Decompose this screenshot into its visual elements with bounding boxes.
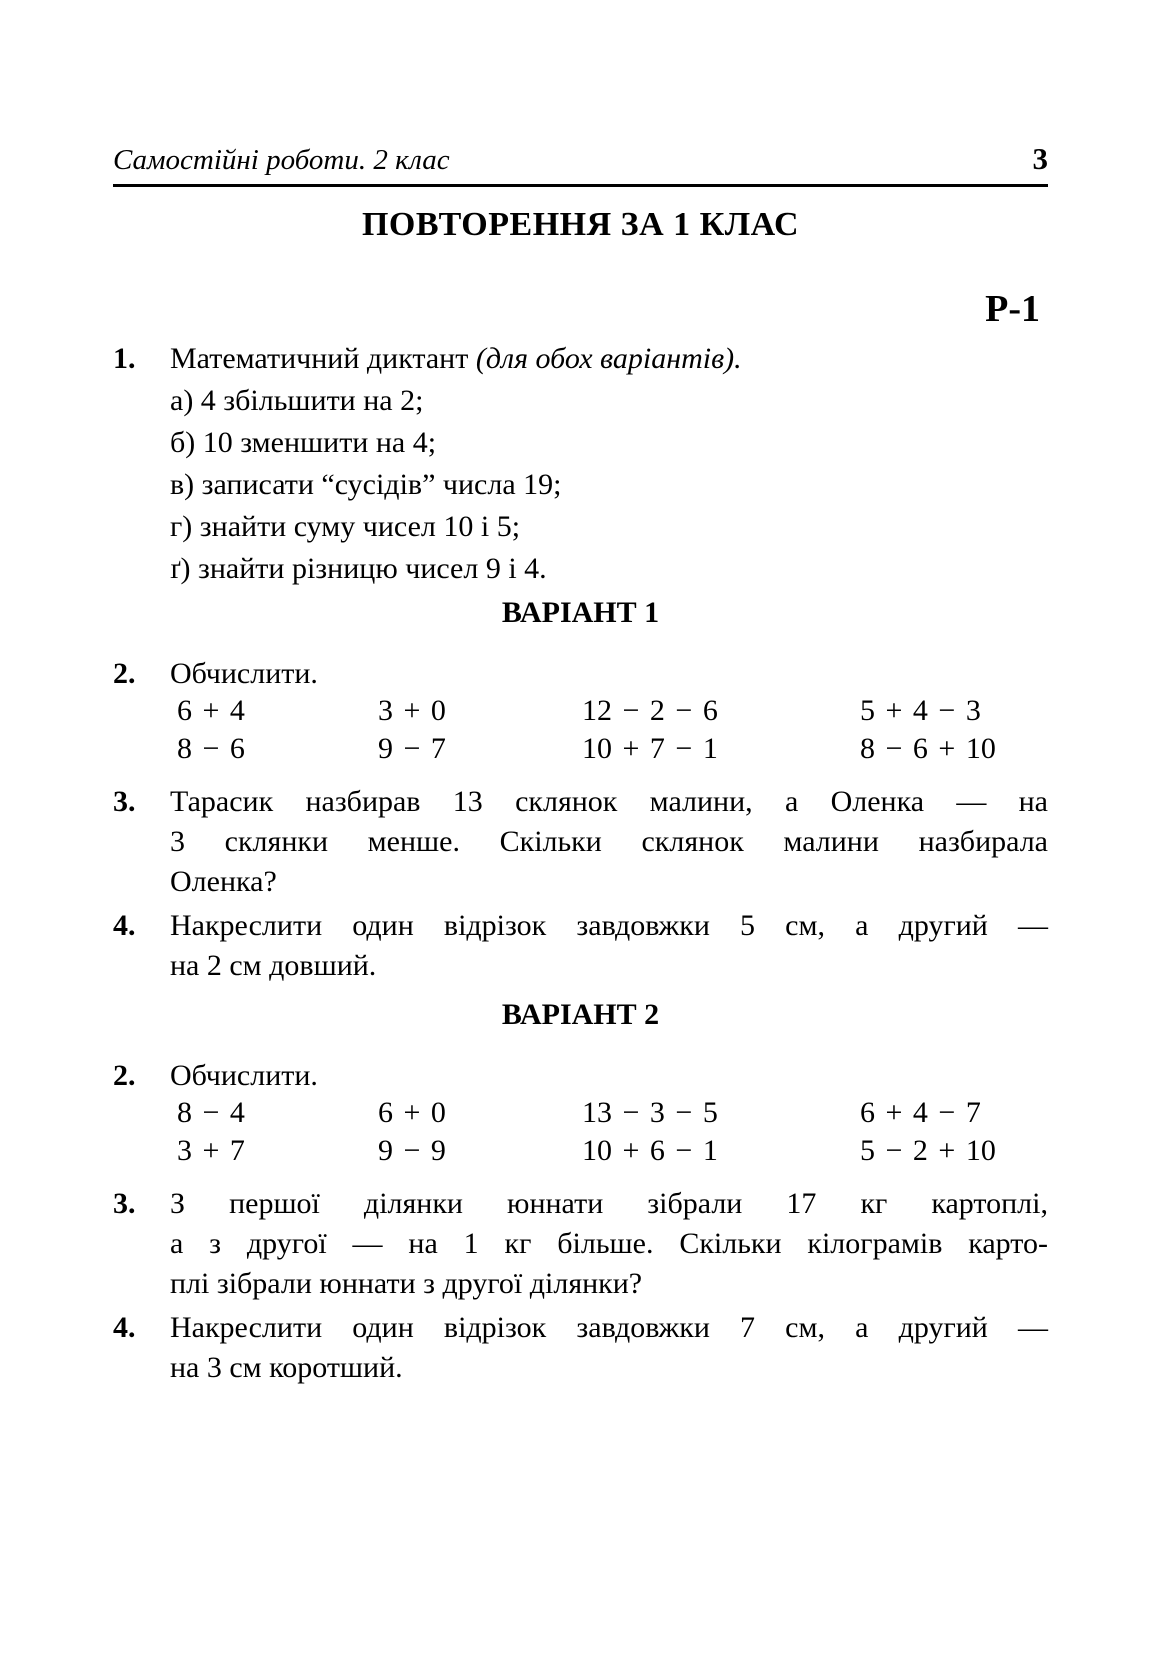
expression-cell: 8 − 6 + 10 xyxy=(860,732,996,765)
expression-cell: 9 − 7 xyxy=(378,732,446,765)
task-4-number: 4. xyxy=(113,909,136,942)
page-number: 3 xyxy=(1032,141,1048,176)
task-1 xyxy=(113,338,1048,590)
task-1-number: 1. xyxy=(113,342,136,375)
expression-cell: 3 + 0 xyxy=(378,694,446,727)
expression-cell: 6 + 0 xyxy=(378,1096,446,1129)
expression-cell: 13 − 3 − 5 xyxy=(582,1096,718,1129)
running-title: Самостійні роботи. 2 клас xyxy=(113,144,450,176)
dictation-item-h: г) знайти суму чисел 10 і 5; xyxy=(170,510,521,543)
task-1-intro-regular: Математичний диктант xyxy=(170,342,469,375)
task-3-line: З першої ділянки юннати зібрали 17 кг картоплі, xyxy=(170,1187,1048,1220)
dictation-item-g: ґ) знайти різницю чисел 9 і 4. xyxy=(170,552,547,585)
assignment-code: Р-1 xyxy=(985,288,1040,330)
expression-cell: 8 − 4 xyxy=(177,1096,245,1129)
expression-cell: 9 − 9 xyxy=(378,1134,446,1167)
expression-cell: 10 + 6 − 1 xyxy=(582,1134,718,1167)
expression-cell: 10 + 7 − 1 xyxy=(582,732,718,765)
task-4-line: Накреслити один відрізок завдовжки 7 см, а другий — xyxy=(170,1311,1048,1344)
task-2-number: 2. xyxy=(113,1059,136,1092)
variant-2-expressions xyxy=(177,1094,1048,1170)
task-2-label: Обчислити. xyxy=(170,1059,318,1092)
variant-2-task-4 xyxy=(113,1308,1048,1388)
chapter-title: ПОВТОРЕННЯ ЗА 1 КЛАС xyxy=(361,206,800,243)
expression-cell: 6 + 4 − 7 xyxy=(860,1096,981,1129)
task-4-number: 4. xyxy=(113,1311,136,1344)
variant-1-task-4 xyxy=(113,906,1048,986)
task-3-line: Оленка? xyxy=(170,865,277,898)
task-1-intro-italic: (для обох варіантів). xyxy=(475,342,742,375)
running-head xyxy=(113,143,1048,187)
task-4-line: на 2 см довший. xyxy=(170,949,377,982)
task-2-label: Обчислити. xyxy=(170,657,318,690)
variant-2-task-2 xyxy=(113,1058,1048,1094)
dictation-item-b: б) 10 зменшити на 4; xyxy=(170,426,437,459)
expression-cell: 12 − 2 − 6 xyxy=(582,694,718,727)
task-3-line: а з другої — на 1 кг більше. Скільки кілограмів карто- xyxy=(170,1227,1048,1260)
expression-cell: 5 − 2 + 10 xyxy=(860,1134,996,1167)
task-2-number: 2. xyxy=(113,657,136,690)
task-3-line: Тарасик назбирав 13 склянок малини, а Оленка — на xyxy=(170,785,1048,818)
task-1-intro xyxy=(170,338,1048,380)
task-3-line: плі зібрали юннати з другої ділянки? xyxy=(170,1267,643,1300)
variant-2-task-3 xyxy=(113,1184,1048,1304)
dictation-item-a: а) 4 збільшити на 2; xyxy=(170,384,424,417)
task-4-line: Накреслити один відрізок завдовжки 5 см, а другий — xyxy=(170,909,1048,942)
task-3-number: 3. xyxy=(113,1187,136,1220)
variant-1-task-2 xyxy=(113,656,1048,692)
variant-2-heading: ВАРІАНТ 2 xyxy=(501,998,660,1031)
dictation-item-v: в) записати “сусідів” числа 19; xyxy=(170,468,562,501)
task-3-number: 3. xyxy=(113,785,136,818)
task-3-line: 3 склянки менше. Скільки склянок малини назбирала xyxy=(170,825,1048,858)
task-4-line: на 3 см коротший. xyxy=(170,1351,403,1384)
expression-cell: 8 − 6 xyxy=(177,732,245,765)
task-1-body xyxy=(170,338,1048,590)
variant-1-expressions xyxy=(177,692,1048,768)
variant-1-heading: ВАРІАНТ 1 xyxy=(501,596,660,629)
expression-cell: 5 + 4 − 3 xyxy=(860,694,981,727)
expression-cell: 6 + 4 xyxy=(177,694,245,727)
expression-cell: 3 + 7 xyxy=(177,1134,245,1167)
variant-1-task-3 xyxy=(113,782,1048,902)
